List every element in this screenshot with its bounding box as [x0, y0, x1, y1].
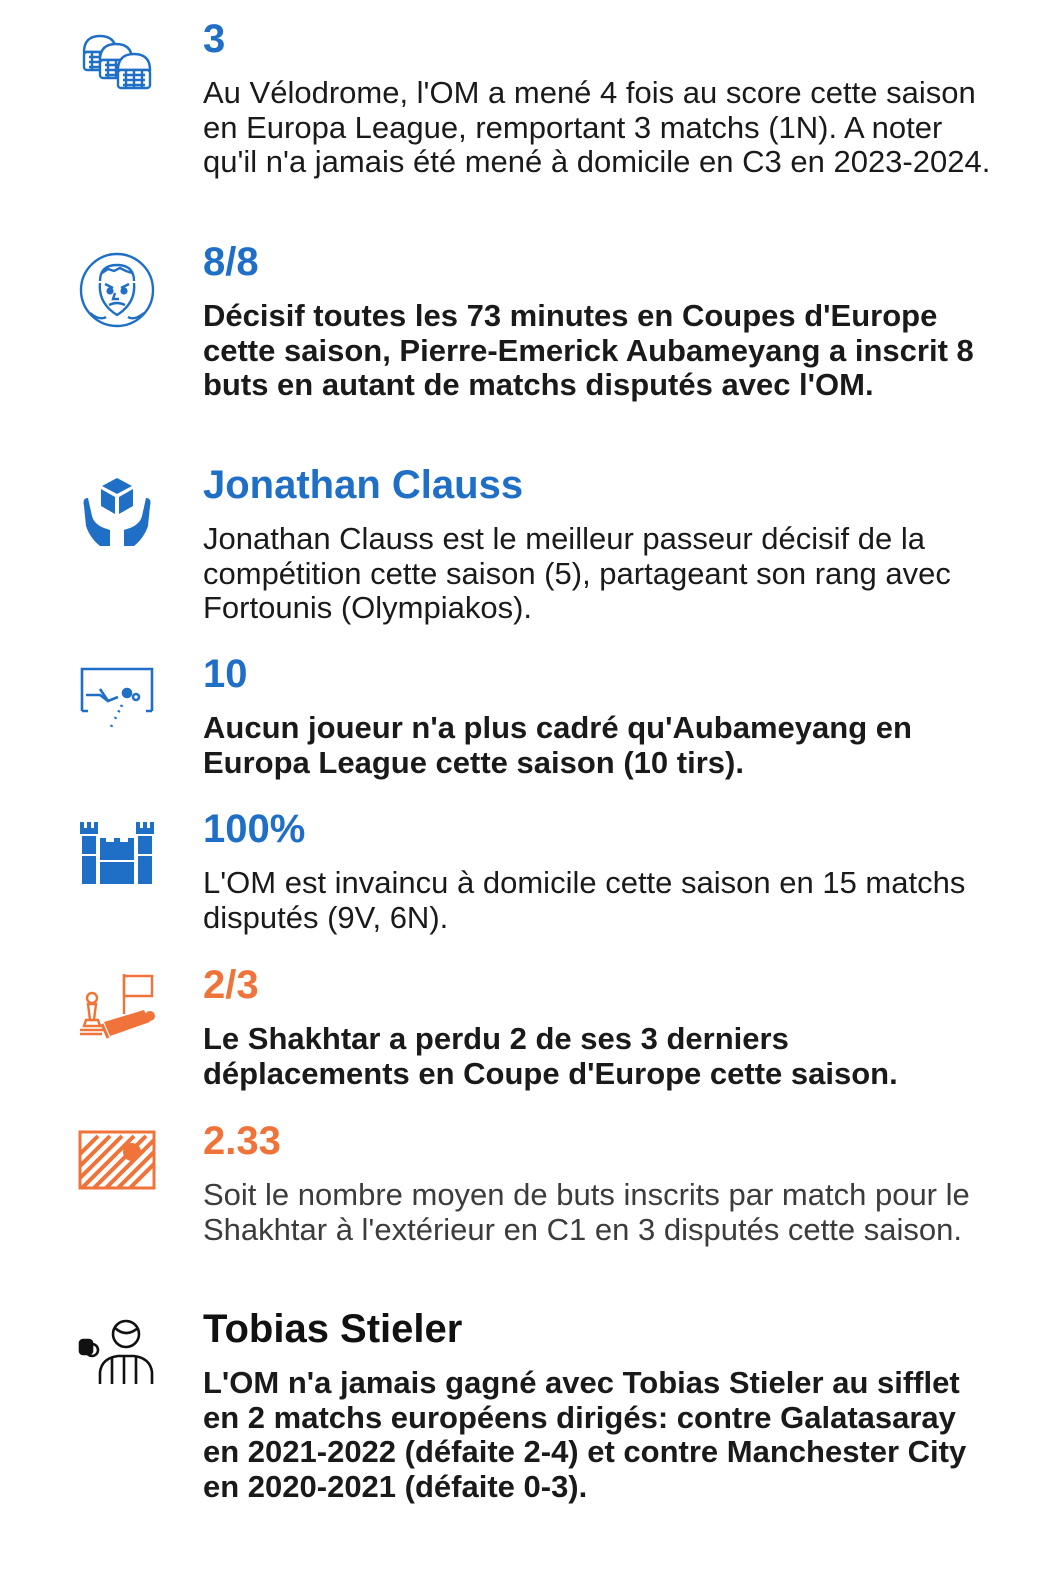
stat-description: Décisif toutes les 73 minutes en Coupes d'Europe cette saison, Pierre-Emerick Aubameyang a inscrit 8 buts en autant de matchs disputés avec l'OM.	[203, 298, 974, 402]
stat-text	[203, 239, 993, 403]
stat-value: 10	[203, 652, 248, 696]
stat-value: 3	[203, 17, 226, 61]
castle-icon	[78, 814, 156, 892]
goal-shot-icon	[78, 659, 156, 737]
stat-value: 8/8	[203, 240, 259, 284]
stat-value: 100%	[203, 807, 306, 851]
striped-target-icon	[78, 1126, 156, 1204]
stat-value: 2/3	[203, 963, 259, 1007]
stat-description: Jonathan Clauss est le meilleur passeur décisif de la compétition cette saison (5), partageant son rang avec Fortounis (Olympiakos).	[203, 521, 951, 625]
angry-face-icon	[78, 251, 156, 329]
stat-description: L'OM est invaincu à domicile cette saison en 15 matchs disputés (9V, 6N).	[203, 865, 966, 935]
referee-whistle-icon	[78, 1314, 156, 1392]
stat-description: Au Vélodrome, l'OM a mené 4 fois au score cette saison en Europa League, remportant 3 matchs (1N). A noter qu'il n'a jamais été mené à domicile en C3 en 2023-2024.	[203, 75, 991, 179]
stat-description: Aucun joueur n'a plus cadré qu'Aubameyang en Europa League cette saison (10 tirs).	[203, 710, 912, 780]
stat-text	[203, 462, 993, 626]
baskets-icon	[78, 26, 156, 104]
stat-value: Jonathan Clauss	[203, 463, 524, 507]
chess-flag-icon	[78, 970, 156, 1048]
stat-text	[203, 16, 993, 180]
stat-value: Tobias Stieler	[203, 1307, 463, 1351]
hands-cube-icon	[78, 472, 156, 550]
stat-text	[203, 651, 993, 780]
stat-text	[203, 1118, 993, 1247]
stat-text	[203, 806, 993, 935]
stat-text	[203, 1306, 993, 1504]
stat-value: 2.33	[203, 1119, 281, 1163]
stat-description: L'OM n'a jamais gagné avec Tobias Stieler au sifflet en 2 matchs européens dirigés: contre Galatasaray en 2021-2022 (défaite 2-4) et contre Manchester City en 2020-2021 (défaite 0-3).	[203, 1365, 967, 1504]
stat-description: Soit le nombre moyen de buts inscrits par match pour le Shakhtar à l'extérieur en C1 en 3 disputés cette saison.	[203, 1177, 970, 1247]
stat-description: Le Shakhtar a perdu 2 de ses 3 derniers déplacements en Coupe d'Europe cette saison.	[203, 1021, 898, 1091]
stat-text	[203, 962, 993, 1091]
